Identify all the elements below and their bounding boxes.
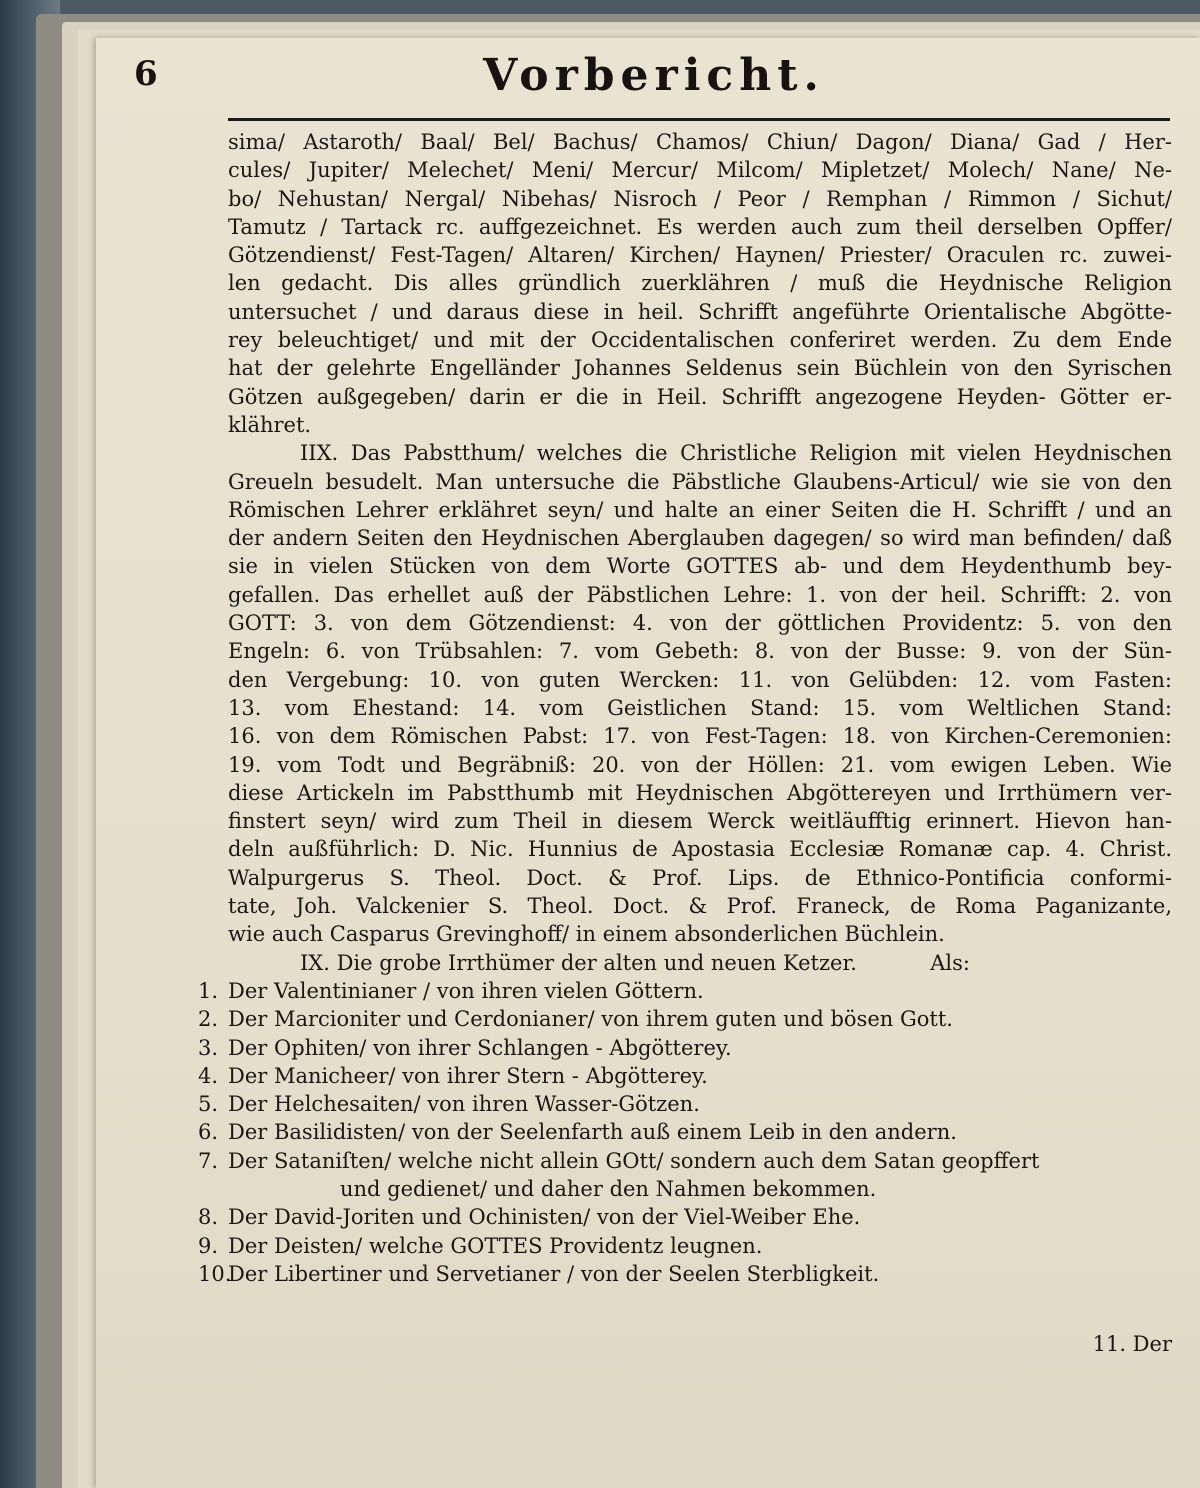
text-line: cules/ Jupiter/ Melechet/ Meni/ Mercur/ Milcom/ Mipletzet/ Molech/ Nane/ Ne-: [228, 158, 1172, 183]
text-line: len gedacht. Dis alles gründlich zuerklähren / muß die Heydnische Religion: [228, 271, 1172, 296]
list-item: 9. Der Deisten/ welche GOTTES Providentz leugnen.: [198, 1233, 763, 1258]
text-line: Greueln besudelt. Man untersuche die Päbstliche Glaubens-Articul/ wie sie von den: [228, 469, 1172, 494]
text-line: bo/ Nehustan/ Nergal/ Nibehas/ Nisroch / Peor / Remphan / Rimmon / Sichut/: [228, 186, 1172, 211]
paragraph-2: [228, 439, 1172, 948]
text-line: rey beleuchtiget/ und mit der Occidentalischen conferiret werden. Zu dem Ende: [228, 328, 1172, 353]
list-heading: [228, 949, 1172, 977]
list-item: 1. Der Valentinianer / von ihren vielen Göttern.: [198, 978, 704, 1003]
text-line: diese Artickeln im Pabstthumb mit Heydnischen Abgöttereyen und Irrthümern ver-: [228, 780, 1172, 805]
page-body: [198, 128, 1172, 1288]
list-item: 2. Der Marcioniter und Cerdonianer/ von ihrem guten und bösen Gott.: [198, 1007, 953, 1032]
text-line: Römischen Lehrer erklähret seyn/ und halte an einer Seiten die H. Schrifft / und an: [228, 497, 1172, 522]
catchword: 11. Der: [1092, 1332, 1172, 1356]
text-line: sie in vielen Stücken von dem Worte GOTTES ab- und dem Heydenthumb bey-: [228, 554, 1172, 579]
text-line: 13. vom Ehestand: 14. vom Geistlichen Stand: 15. vom Weltlichen Stand:: [228, 695, 1172, 720]
list-item: 7. Der Sataniſten/ welche nicht allein GOtt/ sondern auch dem Satan geopffert: [198, 1148, 1040, 1173]
text-line: gefallen. Das erhellet auß der Päbstlichen Lehre: 1. von der heil. Schrifft: 2. von: [228, 582, 1172, 607]
text-line: sima/ Astaroth/ Baal/ Bel/ Bachus/ Chamos/ Chiun/ Dagon/ Diana/ Gad / Her-: [228, 130, 1172, 154]
page-header: [134, 50, 1174, 114]
text-line: hat der gelehrte Engelländer Johannes Seldenus sein Büchlein von den Syrischen: [228, 356, 1172, 381]
text-line: Tamutz / Tartack rc. auffgezeichnet. Es werden auch zum theil derselben Opffer/: [228, 214, 1172, 239]
text-line: Götzendienst/ Fest-Tagen/ Altaren/ Kirchen/ Haynen/ Priester/ Oraculen rc. zuwei-: [228, 243, 1172, 268]
text-line: den Vergebung: 10. von guten Wercken: 11. von Gelübden: 12. vom Fasten:: [228, 667, 1172, 692]
text-line: GOTT: 3. von dem Götzendienst: 4. von der göttlichen Providentz: 5. von den: [228, 611, 1172, 636]
running-title: Vorbericht.: [483, 50, 825, 101]
text-line: Götzen außgegeben/ darin er die in Heil. Schrifft angezogene Heyden- Götter er-: [228, 384, 1172, 409]
list-item: 5. Der Helchesaiten/ von ihren Wasser-Götzen.: [198, 1092, 700, 1117]
text-line: 19. vom Todt und Begräbniß: 20. von der Höllen: 21. vom ewigen Leben. Wie: [228, 752, 1172, 777]
text-line: finstert seyn/ wird zum Theil in diesem Werck weitläufftig erinnert. Hievon han-: [228, 809, 1172, 834]
text-line: IIX. Das Pabstthum/ welches die Christliche Religion mit vielen Heydnischen: [300, 441, 1172, 466]
text-line: der andern Seiten den Heydnischen Aberglauben dagegen/ so wird man befinden/ daß: [228, 526, 1172, 551]
list-item-continuation: und gedienet/ und daher den Nahmen bekommen.: [340, 1176, 877, 1201]
list-item: 4. Der Manicheer/ von ihrer Stern - Abgötterey.: [198, 1063, 708, 1088]
text-line: Engeln: 6. von Trübsahlen: 7. vom Gebeth: 8. von der Busse: 9. von der Sün-: [228, 639, 1172, 664]
text-line: Walpurgerus S. Theol. Doct. & Prof. Lips. de Ethnico-Pontificia conformi-: [228, 865, 1172, 890]
header-rule: [228, 118, 1170, 121]
text-line: untersuchet / und daraus diese in heil. Schrifft angeführte Orientalische Abgötte-: [228, 299, 1172, 324]
list-item: 10.Der Libertiner und Servetianer / von der Seelen Sterbligkeit.: [198, 1261, 880, 1286]
list-heading-tail: Als:: [930, 950, 970, 975]
page-number: 6: [134, 54, 158, 94]
list-item: 8. Der David-Joriten und Ochinisten/ von der Viel-Weiber Ehe.: [198, 1205, 861, 1230]
text-line: tate, Joh. Valckenier S. Theol. Doct. & Prof. Franeck, de Roma Paganizante,: [228, 894, 1172, 919]
paragraph-1: [228, 128, 1172, 439]
list-item: 6. Der Basilidisten/ von der Seelenfarth auß einem Leib in den andern.: [198, 1120, 957, 1145]
list-heading-text: IX. Die grobe Irrthümer der alten und neuen Ketzer.: [300, 950, 857, 975]
text-line: 16. von dem Römischen Pabst: 17. von Fest-Tagen: 18. von Kirchen-Ceremonien:: [228, 724, 1172, 749]
text-line: wie auch Casparus Grevinghoff/ in einem absonderlichen Büchlein.: [228, 922, 945, 947]
text-line: deln außführlich: D. Nic. Hunnius de Apostasia Ecclesiæ Romanæ cap. 4. Christ.: [228, 837, 1172, 862]
text-line: klähret.: [228, 412, 312, 437]
paragraph-3: [198, 949, 1172, 1289]
list-item: 3. Der Ophiten/ von ihrer Schlangen - Abgötterey.: [198, 1035, 732, 1060]
